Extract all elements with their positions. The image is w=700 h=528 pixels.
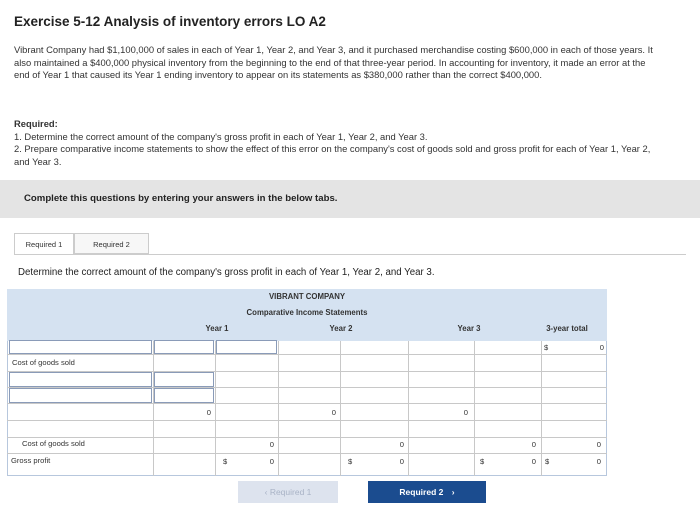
year-1-input[interactable] (154, 372, 214, 387)
row-divider (7, 420, 607, 421)
tab-panel-divider (14, 254, 686, 255)
tab-required-1[interactable]: Required 1 (14, 233, 74, 254)
row-divider (7, 437, 607, 438)
currency-sign: $ (348, 457, 353, 466)
row-label-cogs: Cost of goods sold (12, 358, 75, 367)
instructions-band (0, 180, 700, 218)
column-divider (153, 341, 154, 476)
previous-tab-button[interactable] (238, 481, 338, 503)
row-divider (7, 354, 607, 355)
subtotal-year-1: 0 (206, 408, 211, 417)
column-divider (541, 341, 542, 476)
next-tab-label: Required 2 (399, 487, 444, 497)
table-header (7, 289, 607, 341)
currency-sign: $ (223, 457, 228, 466)
gross-profit-year-1: 0 (269, 457, 274, 466)
row-label-gross-profit: Gross profit (11, 456, 51, 465)
required-heading: Required: (14, 118, 58, 129)
column-divider (474, 341, 475, 476)
required-item-1: 1. Determine the correct amount of the company's gross profit in each of Year 1, Year 2, and Year 3. (14, 131, 428, 142)
currency-sign: $ (544, 343, 549, 352)
exercise-title: Exercise 5-12 Analysis of inventory errors LO A2 (14, 14, 326, 29)
column-divider (278, 341, 279, 476)
year-1-input[interactable] (216, 340, 277, 354)
column-year-1: Year 1 (205, 324, 229, 333)
question-instruction: Determine the correct amount of the company's gross profit in each of Year 1, Year 2, and Year 3. (18, 267, 435, 278)
next-tab-button[interactable] (368, 481, 486, 503)
currency-sign: $ (545, 457, 550, 466)
total-value: 0 (599, 343, 604, 352)
cogs-total: 0 (596, 440, 601, 449)
row-label-input[interactable] (9, 372, 152, 387)
chevron-right-icon: › (451, 487, 455, 497)
row-label-input[interactable] (9, 388, 152, 403)
gross-profit-year-3: 0 (531, 457, 536, 466)
gross-profit-total: 0 (596, 457, 601, 466)
column-divider (340, 341, 341, 476)
subtotal-year-3: 0 (463, 408, 468, 417)
subtotal-year-2: 0 (331, 408, 336, 417)
row-divider (7, 453, 607, 454)
year-1-input[interactable] (154, 388, 214, 403)
required-item-2: 2. Prepare comparative income statements to show the effect of this error on the company's cost of goods sold and gross profit for each of Year 1, Year 2, and Year 3. (14, 143, 651, 167)
row-label-cogs-total: Cost of goods sold (22, 439, 85, 448)
tab-required-2[interactable]: Required 2 (74, 233, 149, 254)
column-3-year-total: 3-year total (546, 324, 588, 333)
instructions-band-text: Complete this questions by entering your answers in the below tabs. (24, 193, 338, 204)
column-divider (408, 341, 409, 476)
company-name: VIBRANT COMPANY (268, 292, 346, 301)
row-label-input[interactable] (9, 340, 152, 354)
column-divider (215, 341, 216, 476)
chevron-left-icon: ‹ (264, 487, 268, 497)
row-divider (7, 403, 607, 404)
gross-profit-year-2: 0 (399, 457, 404, 466)
currency-sign: $ (480, 457, 485, 466)
previous-tab-label: Required 1 (269, 487, 312, 497)
year-1-input[interactable] (154, 340, 214, 354)
statement-title: Comparative Income Statements (246, 308, 368, 317)
cogs-year-3: 0 (531, 440, 536, 449)
problem-description: Vibrant Company had $1,100,000 of sales in each of Year 1, Year 2, and Year 3, and it purchased merchandise costing $600,000 in each of those years. It also maintained a $400,000 physical inventory from the beginning to the end of that three-year period. In accounting for inventory, it made an error at the end of Year 1 that caused its Year 1 ending inventory to appear on its statements as $380,000 rather than the correct $400,000. (14, 44, 653, 80)
column-year-2: Year 2 (329, 324, 353, 333)
cogs-year-2: 0 (399, 440, 404, 449)
cogs-year-1: 0 (269, 440, 274, 449)
column-year-3: Year 3 (457, 324, 481, 333)
